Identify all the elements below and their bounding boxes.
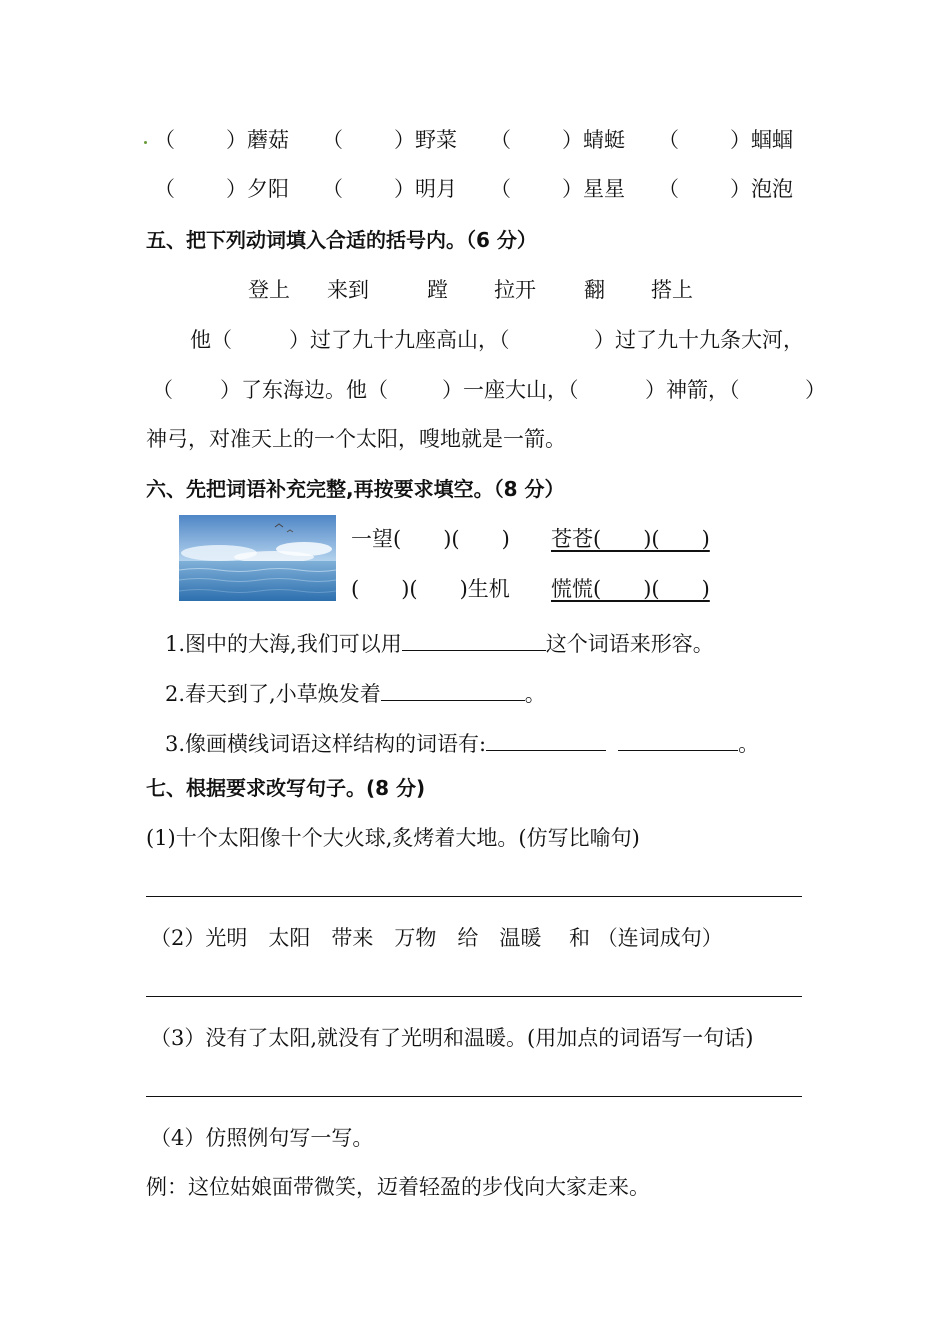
s7-item-2: （2）光明 太阳 带来 万物 给 温暖 和 （连词成句） xyxy=(150,926,723,950)
paren-open: （ xyxy=(154,128,175,152)
idiom-1: 一望( )( ) xyxy=(351,527,510,551)
answer-blank[interactable] xyxy=(402,629,546,651)
paren-open: （ xyxy=(322,128,343,152)
verb-item: 来到 xyxy=(327,278,369,302)
q3-tail: 。 xyxy=(738,732,760,756)
s7-example: 例：这位姑娘面带微笑，迈着轻盈的步伐向大家走来。 xyxy=(146,1175,650,1199)
s5-text: ）过了九十九座高山，（ xyxy=(289,328,510,352)
verb-item: 搭上 xyxy=(651,278,693,302)
idiom-4: 慌慌( )( ) xyxy=(551,577,710,601)
sea-picture xyxy=(179,515,336,601)
paren-open: （ xyxy=(154,177,175,201)
s6-q1 xyxy=(165,629,714,655)
answer-blank[interactable] xyxy=(381,679,525,701)
answer-line[interactable] xyxy=(146,1096,802,1097)
paren-open: （ xyxy=(490,177,511,201)
q3-text: 3.像画横线词语这样结构的词语有: xyxy=(165,732,487,756)
verb-item: 翻 xyxy=(584,278,605,302)
paren-open: （ xyxy=(658,128,679,152)
verb-item: 登上 xyxy=(248,278,290,302)
word-item: ）蘑菇 xyxy=(226,128,289,152)
verb-item: 蹚 xyxy=(427,278,448,302)
q1-text: 1.图中的大海,我们可以用 xyxy=(165,632,402,656)
s5-text: ）了东海边。他（ xyxy=(220,378,388,402)
idiom-2: 苍苍( )( ) xyxy=(551,527,710,551)
section-5-heading: 五、把下列动词填入合适的括号内。（6 分） xyxy=(146,228,537,252)
s5-text: ）神箭，（ xyxy=(645,378,740,402)
answer-line[interactable] xyxy=(146,996,802,997)
s6-q2 xyxy=(165,679,546,705)
section-6-heading: 六、先把词语补充完整,再按要求填空。（8 分） xyxy=(146,477,565,501)
s5-text: （ xyxy=(152,378,173,402)
s6-q3 xyxy=(165,729,759,755)
s5-line-3: 神弓，对准天上的一个太阳，嗖地就是一箭。 xyxy=(146,427,566,451)
answer-blank[interactable] xyxy=(486,729,606,751)
verb-item: 拉开 xyxy=(494,278,536,302)
s5-text: ）过了九十九条大河， xyxy=(594,328,804,352)
paren-open: （ xyxy=(322,177,343,201)
paren-open: （ xyxy=(490,128,511,152)
margin-mark xyxy=(144,141,147,144)
q2-tail: 。 xyxy=(524,682,546,706)
paren-open: （ xyxy=(658,177,679,201)
s5-text: ） xyxy=(805,378,826,402)
answer-line[interactable] xyxy=(146,896,802,897)
word-item: ）夕阳 xyxy=(226,177,289,201)
section-7-heading: 七、根据要求改写句子。(8 分) xyxy=(146,776,426,800)
sea-image xyxy=(179,515,336,601)
s7-item-3: （3）没有了太阳,就没有了光明和温暖。(用加点的词语写一句话) xyxy=(150,1026,754,1050)
q1-tail: 这个词语来形容。 xyxy=(545,632,714,656)
q2-text: 2.春天到了,小草焕发着 xyxy=(165,682,381,706)
answer-blank[interactable] xyxy=(618,729,738,751)
word-item: ）野菜 xyxy=(394,128,457,152)
s5-text: 他（ xyxy=(190,328,232,352)
word-item: ）蝈蝈 xyxy=(730,128,793,152)
word-item: ）明月 xyxy=(394,177,457,201)
s7-item-1: (1)十个太阳像十个大火球,炙烤着大地。(仿写比喻句) xyxy=(146,826,640,850)
word-item: ）泡泡 xyxy=(730,177,793,201)
s5-text: ）一座大山，（ xyxy=(442,378,579,402)
word-item: ）星星 xyxy=(562,177,625,201)
word-item: ）蜻蜓 xyxy=(562,128,625,152)
s7-item-4: （4）仿照例句写一写。 xyxy=(150,1126,374,1150)
idiom-3: ( )( )生机 xyxy=(351,577,510,601)
